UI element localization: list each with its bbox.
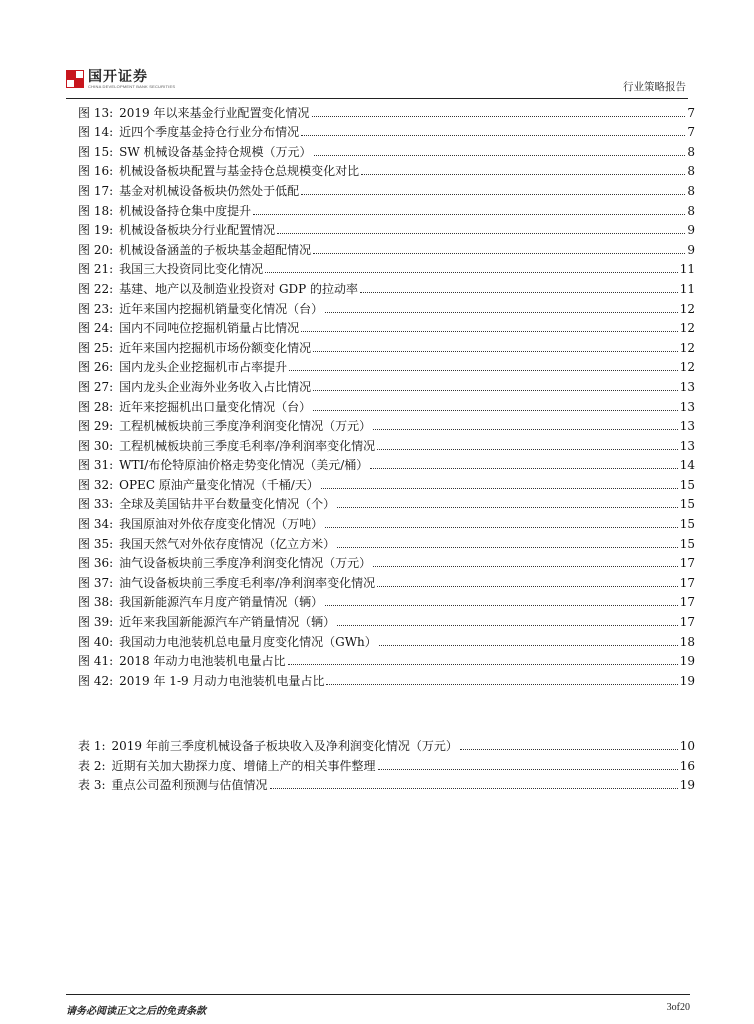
toc-entry-label: 图 24: <box>78 321 114 336</box>
toc-leader-dots <box>313 350 678 352</box>
figure-toc-entry[interactable] <box>78 257 695 277</box>
toc-entry-page: 9 <box>687 242 695 257</box>
toc-entry-page: 11 <box>679 281 695 296</box>
figure-toc-entry[interactable] <box>78 668 695 688</box>
toc-entry-page: 8 <box>687 183 695 198</box>
toc-entry-label: 表 1: <box>78 739 106 754</box>
figure-toc-entry[interactable] <box>78 414 695 434</box>
toc-leader-dots <box>325 526 678 528</box>
toc-entry-label: 图 38: <box>78 595 114 610</box>
toc-entry-title: 油气设备板块前三季度毛利率/净利润率变化情况 <box>119 575 376 590</box>
toc-entry-title: 近期有关加大勘探力度、增储上产的相关事件整理 <box>111 758 376 773</box>
toc-entry-title: 油气设备板块前三季度净利润变化情况（万元） <box>119 556 372 571</box>
toc-entry-title: 近年来国内挖掘机市场份额变化情况 <box>119 340 312 355</box>
toc-entry-title: 2019 年 1-9 月动力电池装机电量占比 <box>119 673 325 688</box>
disclaimer-text: 请务必阅读正文之后的免责条款 <box>66 1006 206 1017</box>
toc-entry-label: 图 23: <box>78 301 114 316</box>
toc-entry-label: 图 29: <box>78 419 114 434</box>
toc-entry-page: 12 <box>679 360 695 375</box>
toc-entry-label: 图 39: <box>78 615 114 630</box>
figure-toc-entry[interactable] <box>78 374 695 394</box>
figure-toc-entry[interactable] <box>78 276 695 296</box>
toc-entry-label: 图 34: <box>78 517 114 532</box>
toc-entry-title: 我国原油对外依存度变化情况（万吨） <box>119 517 324 532</box>
figure-toc-entry[interactable] <box>78 159 695 179</box>
toc-leader-dots <box>377 448 678 450</box>
table-toc-entry[interactable] <box>78 734 695 753</box>
toc-entry-page: 17 <box>679 575 695 590</box>
logo-mark-icon <box>66 70 84 88</box>
toc-entry-title: 近年来我国新能源汽车产销量情况（辆） <box>119 615 336 630</box>
toc-entry-page: 15 <box>679 517 695 532</box>
figure-toc-entry[interactable] <box>78 531 695 551</box>
toc-entry-title: 我国天然气对外依存度情况（亿立方米） <box>119 536 336 551</box>
figure-toc-entry[interactable] <box>78 218 695 238</box>
figure-toc-entry[interactable] <box>78 629 695 649</box>
toc-entry-label: 图 21: <box>78 262 114 277</box>
figure-toc-entry[interactable] <box>78 120 695 140</box>
toc-entry-page: 17 <box>679 556 695 571</box>
toc-entry-page: 9 <box>687 223 695 238</box>
figure-toc-entry[interactable] <box>78 198 695 218</box>
toc-entry-page: 13 <box>679 379 695 394</box>
toc-leader-dots <box>325 311 678 313</box>
toc-entry-label: 图 30: <box>78 438 114 453</box>
page-header <box>66 64 688 99</box>
figure-toc-entry[interactable] <box>78 649 695 669</box>
toc-entry-label: 图 31: <box>78 458 114 473</box>
toc-entry-label: 图 15: <box>78 144 114 159</box>
toc-entry-page: 16 <box>679 758 695 773</box>
toc-entry-label: 表 2: <box>78 758 106 773</box>
toc-entry-label: 图 13: <box>78 105 114 120</box>
toc-leader-dots <box>270 787 678 789</box>
toc-entry-title: 重点公司盈利预测与估值情况 <box>111 778 268 793</box>
toc-entry-page: 15 <box>679 477 695 492</box>
toc-leader-dots <box>325 604 678 606</box>
toc-entry-label: 图 42: <box>78 673 114 688</box>
toc-leader-dots <box>370 467 677 469</box>
company-logo <box>66 66 175 92</box>
toc-entry-label: 图 14: <box>78 125 114 140</box>
toc-entry-title: 工程机械板块前三季度毛利率/净利润率变化情况 <box>119 438 376 453</box>
figure-toc-entry[interactable] <box>78 590 695 610</box>
toc-entry-page: 12 <box>679 301 695 316</box>
toc-leader-dots <box>289 369 678 371</box>
toc-leader-dots <box>337 546 678 548</box>
toc-entry-title: 2018 年动力电池装机电量占比 <box>119 654 286 669</box>
toc-entry-label: 图 40: <box>78 634 114 649</box>
toc-entry-title: 2019 年前三季度机械设备子板块收入及净利润变化情况（万元） <box>111 739 458 754</box>
table-index <box>78 734 695 792</box>
toc-entry-title: 近四个季度基金持仓行业分布情况 <box>119 125 300 140</box>
toc-leader-dots <box>265 271 678 273</box>
toc-entry-label: 图 17: <box>78 183 114 198</box>
toc-entry-label: 图 35: <box>78 536 114 551</box>
figure-toc-entry[interactable] <box>78 296 695 316</box>
toc-leader-dots <box>321 487 678 489</box>
toc-leader-dots <box>313 409 678 411</box>
toc-leader-dots <box>360 291 678 293</box>
toc-entry-label: 图 32: <box>78 477 114 492</box>
logo-name-en: CHINA DEVELOPMENT BANK SECURITIES <box>88 83 176 89</box>
toc-entry-page: 14 <box>679 458 695 473</box>
toc-leader-dots <box>313 389 678 391</box>
toc-entry-page: 17 <box>679 595 695 610</box>
toc-leader-dots <box>373 565 678 567</box>
figure-toc-entry[interactable] <box>78 100 695 120</box>
toc-entry-page: 7 <box>687 125 695 140</box>
figure-toc-entry[interactable] <box>78 472 695 492</box>
toc-entry-page: 13 <box>679 419 695 434</box>
toc-entry-title: 我国动力电池装机总电量月度变化情况（GWh） <box>119 634 377 649</box>
toc-entry-title: OPEC 原油产量变化情况（千桶/天） <box>119 477 319 492</box>
toc-entry-title: 国内龙头企业海外业务收入占比情况 <box>119 379 312 394</box>
figure-toc-entry[interactable] <box>78 511 695 531</box>
toc-leader-dots <box>361 173 685 175</box>
figure-toc-entry[interactable] <box>78 453 695 473</box>
toc-entry-page: 19 <box>679 673 695 688</box>
toc-entry-label: 图 28: <box>78 399 114 414</box>
toc-entry-title: 机械设备涵盖的子板块基金超配情况 <box>119 242 312 257</box>
toc-leader-dots <box>337 506 678 508</box>
toc-entry-title: 国内龙头企业挖掘机市占率提升 <box>119 360 288 375</box>
toc-leader-dots <box>301 193 685 195</box>
toc-entry-label: 图 25: <box>78 340 114 355</box>
figure-toc-entry[interactable] <box>78 316 695 336</box>
toc-entry-title: 2019 年以来基金行业配置变化情况 <box>119 105 310 120</box>
toc-entry-page: 15 <box>679 497 695 512</box>
toc-entry-page: 11 <box>679 262 695 277</box>
toc-entry-page: 15 <box>679 536 695 551</box>
toc-leader-dots <box>379 644 678 646</box>
page-number: 3of20 <box>666 1002 690 1013</box>
toc-entry-title: WTI/布伦特原油价格走势变化情况（美元/桶） <box>119 458 369 473</box>
figure-toc-entry[interactable] <box>78 570 695 590</box>
toc-entry-page: 13 <box>679 399 695 414</box>
toc-entry-title: 我国三大投资同比变化情况 <box>119 262 264 277</box>
toc-entry-page: 8 <box>687 164 695 179</box>
toc-entry-page: 10 <box>679 739 695 754</box>
toc-entry-title: 基金对机械设备板块仍然处于低配 <box>119 183 300 198</box>
toc-entry-label: 表 3: <box>78 778 106 793</box>
toc-entry-label: 图 22: <box>78 281 114 296</box>
toc-entry-page: 18 <box>679 634 695 649</box>
figure-toc-entry[interactable] <box>78 335 695 355</box>
figure-toc-entry[interactable] <box>78 609 695 629</box>
toc-entry-title: 机械设备持仓集中度提升 <box>119 203 252 218</box>
toc-entry-page: 17 <box>679 615 695 630</box>
toc-entry-label: 图 41: <box>78 654 114 669</box>
toc-entry-page: 19 <box>679 654 695 669</box>
toc-leader-dots <box>373 428 678 430</box>
toc-leader-dots <box>301 134 685 136</box>
toc-leader-dots <box>312 115 686 117</box>
toc-entry-page: 8 <box>687 144 695 159</box>
toc-entry-label: 图 16: <box>78 164 114 179</box>
toc-entry-page: 19 <box>679 778 695 793</box>
figure-toc-entry[interactable] <box>78 492 695 512</box>
figure-toc-entry[interactable] <box>78 355 695 375</box>
toc-entry-title: 我国新能源汽车月度产销量情况（辆） <box>119 595 324 610</box>
toc-entry-label: 图 18: <box>78 203 114 218</box>
toc-leader-dots <box>277 232 685 234</box>
table-toc-entry[interactable] <box>78 773 695 792</box>
toc-leader-dots <box>301 330 678 332</box>
toc-entry-label: 图 19: <box>78 223 114 238</box>
figure-toc-entry[interactable] <box>78 551 695 571</box>
toc-entry-page: 7 <box>687 105 695 120</box>
toc-entry-label: 图 27: <box>78 379 114 394</box>
toc-leader-dots <box>378 768 678 770</box>
toc-entry-page: 13 <box>679 438 695 453</box>
toc-leader-dots <box>337 624 678 626</box>
toc-entry-page: 8 <box>687 203 695 218</box>
figure-index <box>78 100 695 688</box>
toc-entry-label: 图 33: <box>78 497 114 512</box>
toc-leader-dots <box>253 213 685 215</box>
toc-entry-title: 近年来挖掘机出口量变化情况（台） <box>119 399 312 414</box>
toc-entry-title: 机械设备板块分行业配置情况 <box>119 223 276 238</box>
figure-toc-entry[interactable] <box>78 139 695 159</box>
toc-entry-page: 12 <box>679 340 695 355</box>
toc-entry-title: SW 机械设备基金持仓规模（万元） <box>119 144 312 159</box>
toc-entry-title: 机械设备板块配置与基金持仓总规模变化对比 <box>119 164 360 179</box>
toc-entry-label: 图 37: <box>78 575 114 590</box>
figure-toc-entry[interactable] <box>78 433 695 453</box>
toc-entry-title: 基建、地产以及制造业投资对 GDP 的拉动率 <box>119 281 359 296</box>
figure-toc-entry[interactable] <box>78 237 695 257</box>
toc-entry-title: 工程机械板块前三季度净利润变化情况（万元） <box>119 419 372 434</box>
figure-toc-entry[interactable] <box>78 178 695 198</box>
toc-entry-label: 图 26: <box>78 360 114 375</box>
table-toc-entry[interactable] <box>78 753 695 772</box>
toc-leader-dots <box>313 252 685 254</box>
toc-leader-dots <box>288 663 678 665</box>
toc-leader-dots <box>326 683 677 685</box>
toc-entry-title: 全球及美国钻井平台数量变化情况（个） <box>119 497 336 512</box>
logo-name-cn: 国开证券 <box>88 68 148 85</box>
page-footer <box>66 994 690 1019</box>
toc-leader-dots <box>460 748 678 750</box>
report-type: 行业策略报告 <box>623 81 686 93</box>
toc-leader-dots <box>314 154 686 156</box>
toc-entry-page: 12 <box>679 321 695 336</box>
toc-entry-title: 国内不同吨位挖掘机销量占比情况 <box>119 321 300 336</box>
toc-entry-label: 图 20: <box>78 242 114 257</box>
toc-entry-label: 图 36: <box>78 556 114 571</box>
toc-leader-dots <box>377 585 678 587</box>
toc-entry-title: 近年来国内挖掘机销量变化情况（台） <box>119 301 324 316</box>
figure-toc-entry[interactable] <box>78 394 695 414</box>
